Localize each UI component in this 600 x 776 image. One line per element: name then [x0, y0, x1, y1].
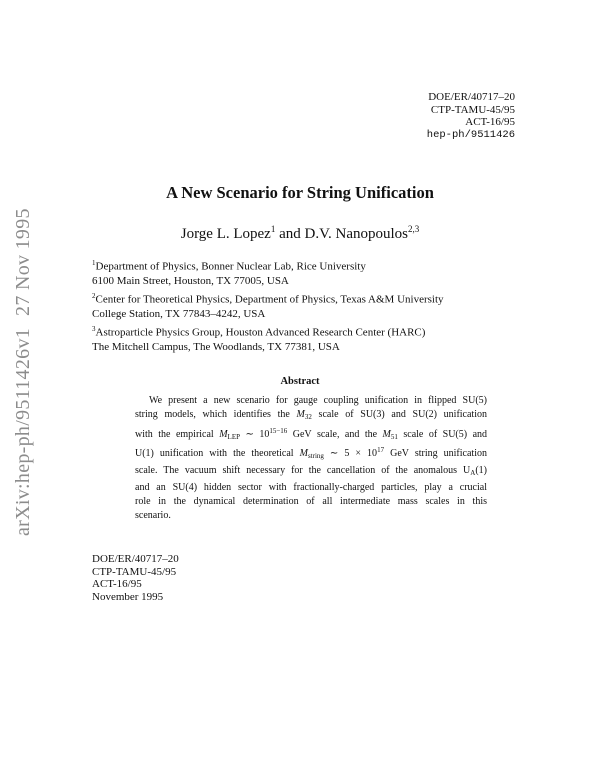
report-number: ACT-16/95: [92, 578, 142, 590]
report-number: DOE/ER/40717–20: [428, 91, 515, 103]
abstract-heading: Abstract: [280, 376, 320, 387]
abstract-line: scenario.: [135, 509, 171, 521]
affiliation-mark: 2: [92, 291, 96, 300]
abstract-body: [135, 394, 487, 522]
report-date: November 1995: [92, 590, 164, 603]
arxiv-id: arXiv:hep-ph/9511426v1: [12, 327, 34, 536]
report-numbers-top: [427, 91, 515, 141]
author-affiliation-mark: 1: [270, 224, 276, 234]
report-numbers-bottom: [92, 553, 179, 603]
abstract-line: U(1) unification with the theoretical $M_{string}$ ∼ $5 \times 10^{17}$ GeV string unification: [135, 446, 487, 461]
affiliation-line: Astroparticle Physics Group, Houston Advanced Research Center (HARC): [95, 326, 426, 339]
report-number: CTP-TAMU-45/95: [92, 565, 177, 578]
affiliation-address: 6100 Main Street, Houston, TX 77005, USA: [92, 275, 289, 288]
author-conjunction: and: [279, 226, 301, 242]
author-name: Jorge L. Lopez: [180, 226, 271, 242]
abstract-line: and an SU(4) hidden sector with fractionally-charged particles, play a crucial: [135, 481, 487, 493]
author-affiliation-mark: 2,3: [408, 224, 420, 234]
paper-title: A New Scenario for String Unification: [166, 183, 434, 202]
affiliation: [92, 322, 444, 340]
affiliation: [92, 289, 444, 307]
affiliation-line: Department of Physics, Bonner Nuclear Lab, Rice University: [95, 260, 366, 273]
report-number: ACT-16/95: [465, 116, 515, 128]
abstract-line: with the empirical $M_{LEP}$ ∼ $10^{15-16}$ GeV scale, and the $M_{51}$ scale of SU(5) and: [135, 426, 488, 441]
affiliation-line: Center for Theoretical Physics, Department of Physics, Texas A&M University: [95, 293, 444, 306]
abstract-line: string models, which identifies the $M_{32}$ scale of SU(3) and SU(2) unification: [135, 408, 487, 421]
abstract-line: scale. The vacuum shift necessary for the cancellation of the anomalous $U_A(1)$: [135, 465, 487, 478]
author-line: [0, 224, 600, 243]
report-number: DOE/ER/40717–20: [92, 553, 179, 565]
affiliation-mark: 1: [92, 259, 96, 267]
affiliation: [92, 256, 444, 274]
affiliation-address: The Mitchell Campus, The Woodlands, TX 77381, USA: [92, 340, 340, 353]
report-number: CTP-TAMU-45/95: [430, 103, 515, 116]
abstract-line: role in the dynamical determination of all intermediate mass scales in this: [135, 495, 487, 507]
affiliations: [92, 256, 444, 355]
arxiv-date: 27 Nov 1995: [12, 208, 34, 316]
author-name: D.V. Nanopoulos: [304, 226, 409, 242]
affiliation-address: College Station, TX 77843–4242, USA: [92, 308, 266, 321]
affiliation-mark: 3: [92, 324, 96, 333]
arxiv-identifier-stamp: [12, 208, 35, 536]
arxiv-report-number: hep-ph/9511426: [426, 128, 515, 141]
abstract-line: We present a new scenario for gauge coupling unification in flipped SU(5): [149, 395, 487, 406]
